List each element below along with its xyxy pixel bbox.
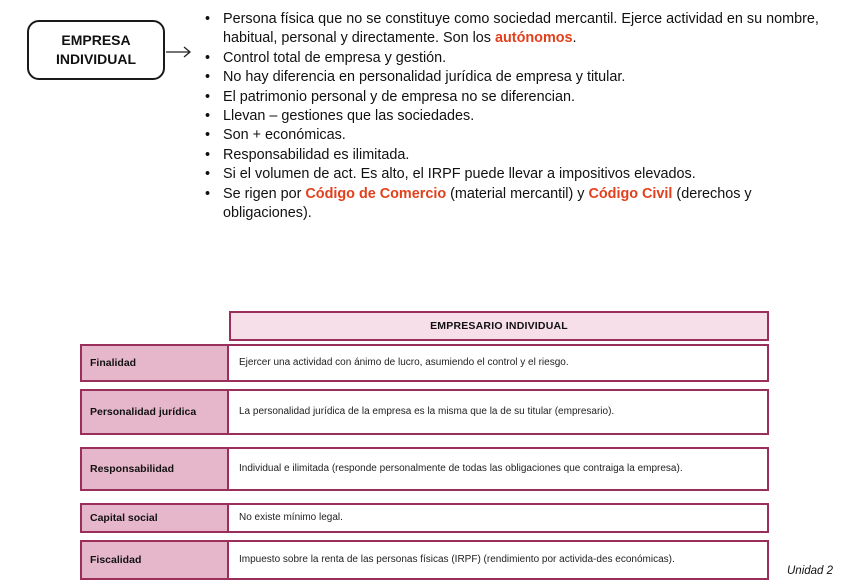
table-row xyxy=(80,389,769,435)
emphasis-text: Código de Comercio xyxy=(305,185,447,202)
bullet-text: Si el volumen de act. Es alto, el IRPF puede llevar a impositivos elevados. xyxy=(223,166,696,183)
bullet-text: El patrimonio personal y de empresa no se diferencian. xyxy=(223,88,575,105)
bullet-item xyxy=(205,107,835,126)
bullet-text: Son + económicas. xyxy=(223,127,346,144)
page-footer: Unidad 2 xyxy=(787,565,834,577)
bullet-item xyxy=(205,126,835,145)
bullet-list xyxy=(205,10,835,223)
row-value: Ejercer una actividad con ánimo de lucro, asumiendo el control y el riesgo. xyxy=(229,344,769,382)
bullet-item xyxy=(205,88,835,107)
row-label: Fiscalidad xyxy=(80,540,229,580)
bullet-text: (material mercantil) y xyxy=(446,185,589,202)
bullet-item xyxy=(205,165,835,184)
box-title-line2: INDIVIDUAL xyxy=(55,51,137,67)
bullet-text: Persona física que no se constituye como sociedad mercantil. Ejerce actividad en su nombre, habitual, personal y directamente. Son los xyxy=(223,11,819,47)
emphasis-text: Código Civil xyxy=(588,185,673,202)
box-title-line1: EMPRESA xyxy=(61,32,131,48)
bullet-item xyxy=(205,68,835,87)
table-row xyxy=(80,344,769,382)
bullet-item xyxy=(205,49,835,68)
bullet-item xyxy=(205,10,835,49)
empresa-individual-box xyxy=(27,20,165,80)
row-value: Impuesto sobre la renta de las personas físicas (IRPF) (rendimiento por activida-des económicas). xyxy=(229,540,769,580)
row-label: Responsabilidad xyxy=(80,447,229,491)
row-value: Individual e ilimitada (responde personalmente de todas las obligaciones que contraiga la empresa). xyxy=(229,447,769,491)
table-row xyxy=(80,540,769,580)
bullet-item xyxy=(205,146,835,165)
row-value: No existe mínimo legal. xyxy=(229,503,769,533)
bullet-text: Llevan – gestiones que las sociedades. xyxy=(223,108,475,125)
bullet-text: (derechos y obligaciones). xyxy=(223,185,752,222)
row-label: Finalidad xyxy=(80,344,229,382)
bullet-text: Se rigen por xyxy=(223,185,306,202)
bullet-text: No hay diferencia en personalidad jurídica de empresa y titular. xyxy=(223,69,626,86)
row-label: Capital social xyxy=(80,503,229,533)
table-header: EMPRESARIO INDIVIDUAL xyxy=(229,311,769,341)
arrow-right-icon xyxy=(165,42,193,62)
bullet-item xyxy=(205,185,835,224)
row-value: La personalidad jurídica de la empresa es la misma que la de su titular (empresario). xyxy=(229,389,769,435)
bullet-text: . xyxy=(572,30,577,47)
bullet-text: Control total de empresa y gestión. xyxy=(223,49,447,66)
table-row xyxy=(80,447,769,491)
row-label: Personalidad jurídica xyxy=(80,389,229,435)
table-row xyxy=(80,503,769,533)
bullet-text: Responsabilidad es ilimitada. xyxy=(223,146,410,163)
emphasis-text: autónomos xyxy=(494,30,573,47)
